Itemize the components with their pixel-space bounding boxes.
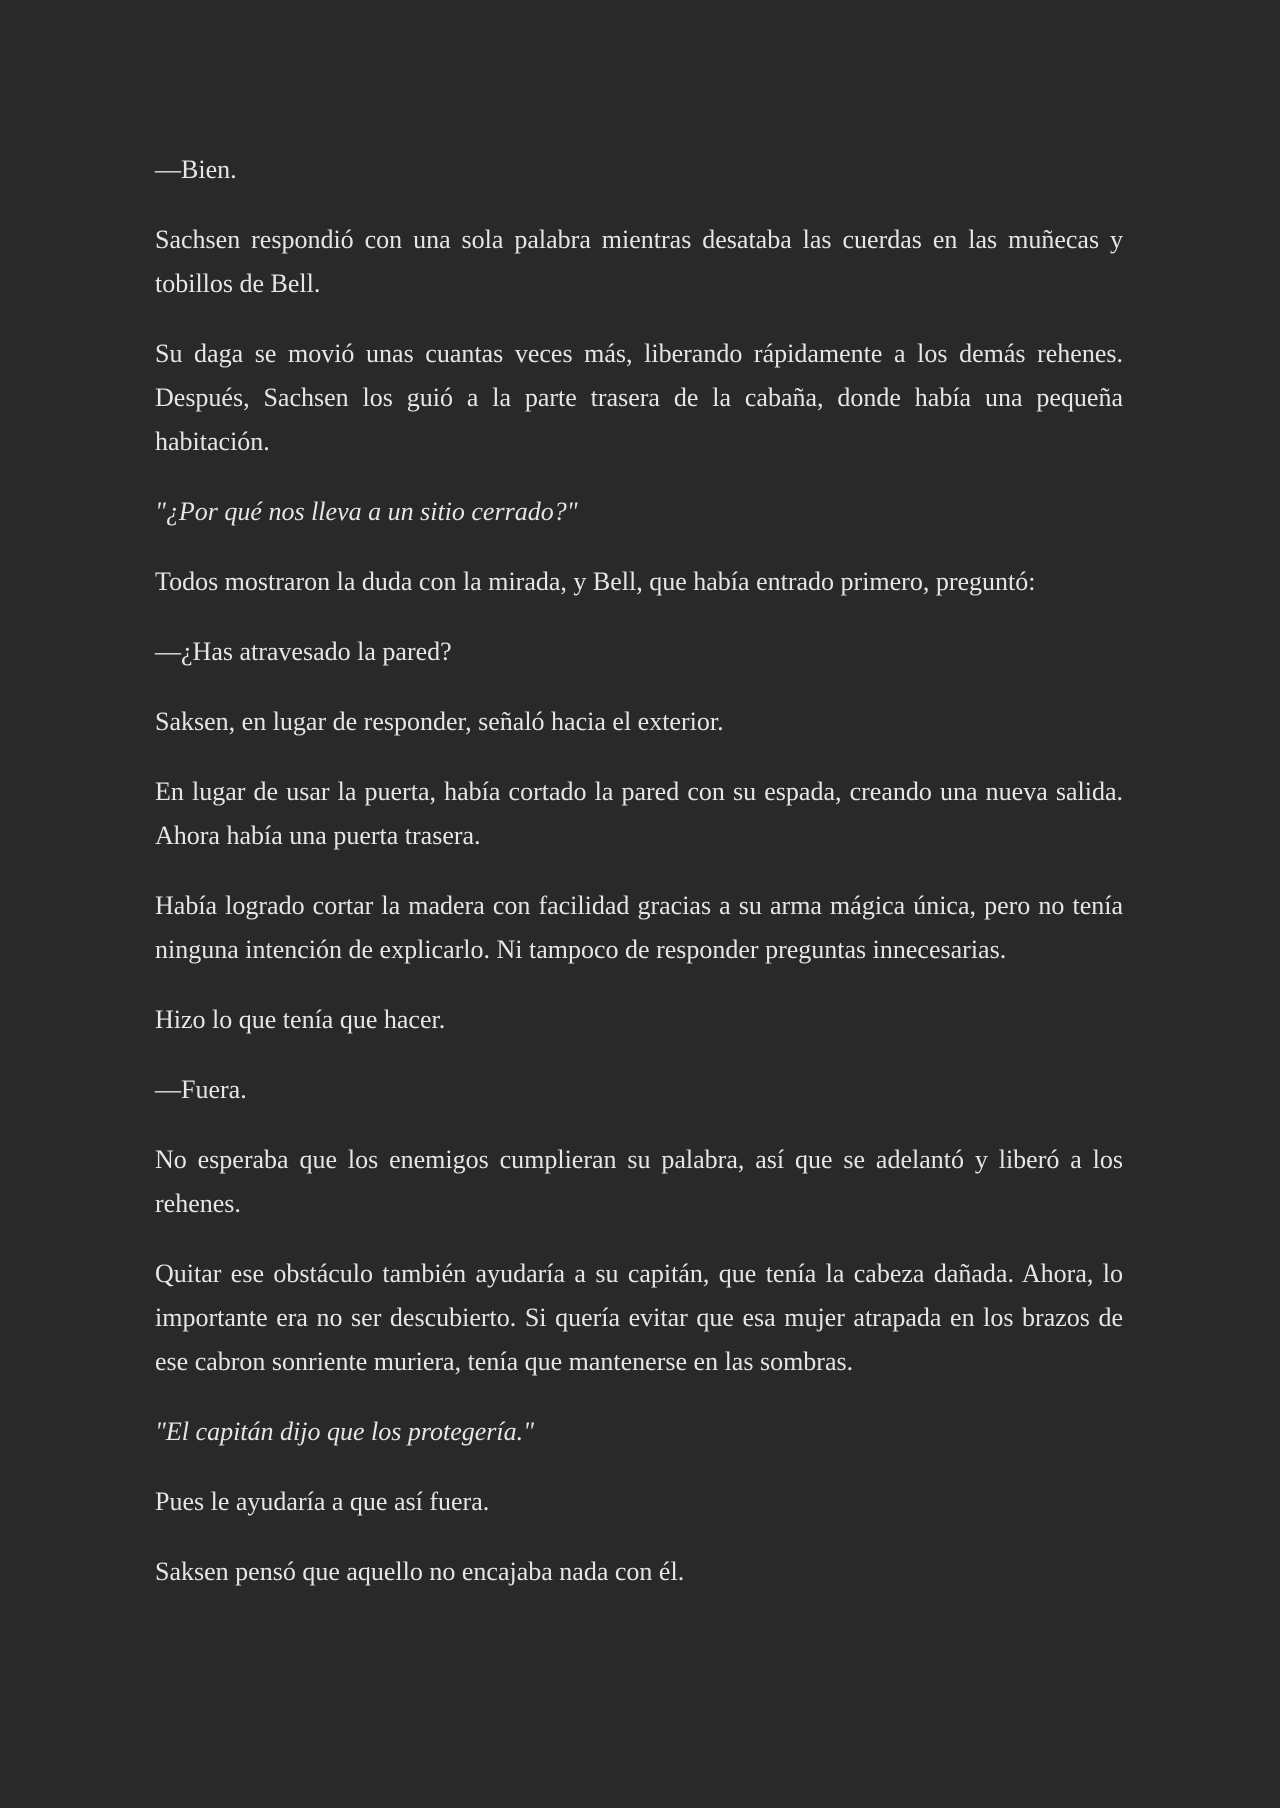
paragraph-15: Pues le ayudaría a que así fuera. <box>155 1487 490 1516</box>
paragraph-2: Sachsen respondió con una sola palabra mientras desataba las cuerdas en las muñecas y tobillos de Bell. <box>155 225 1123 298</box>
paragraph-4-thought: "¿Por qué nos lleva a un sitio cerrado?" <box>155 497 578 526</box>
paragraph-12: No esperaba que los enemigos cumplieran su palabra, así que se adelantó y liberó a los rehenes. <box>155 1145 1123 1218</box>
paragraph-16: Saksen pensó que aquello no encajaba nada con él. <box>155 1557 685 1586</box>
paragraph-5: Todos mostraron la duda con la mirada, y Bell, que había entrado primero, preguntó: <box>155 567 1036 596</box>
document-body <box>155 148 1123 1620</box>
paragraph-10: Hizo lo que tenía que hacer. <box>155 1005 446 1034</box>
paragraph-13: Quitar ese obstáculo también ayudaría a su capitán, que tenía la cabeza dañada. Ahora, lo importante era no ser descubierto. Si quería evitar que esa mujer atrapada en los brazos de ese cabron sonriente muriera, tenía que mantenerse en las sombras. <box>155 1259 1123 1376</box>
paragraph-7: Saksen, en lugar de responder, señaló hacia el exterior. <box>155 707 724 736</box>
paragraph-6: —¿Has atravesado la pared? <box>155 637 452 666</box>
paragraph-1: —Bien. <box>155 155 237 184</box>
paragraph-14-thought: "El capitán dijo que los protegería." <box>155 1417 535 1446</box>
paragraph-8: En lugar de usar la puerta, había cortado la pared con su espada, creando una nueva salida. Ahora había una puerta trasera. <box>155 777 1123 850</box>
paragraph-11: —Fuera. <box>155 1075 247 1104</box>
paragraph-9: Había logrado cortar la madera con facilidad gracias a su arma mágica única, pero no tenía ninguna intención de explicarlo. Ni tampoco de responder preguntas innecesarias. <box>155 891 1123 964</box>
paragraph-3: Su daga se movió unas cuantas veces más, liberando rápidamente a los demás rehenes. Después, Sachsen los guió a la parte trasera de la cabaña, donde había una pequeña habitación. <box>155 339 1123 456</box>
